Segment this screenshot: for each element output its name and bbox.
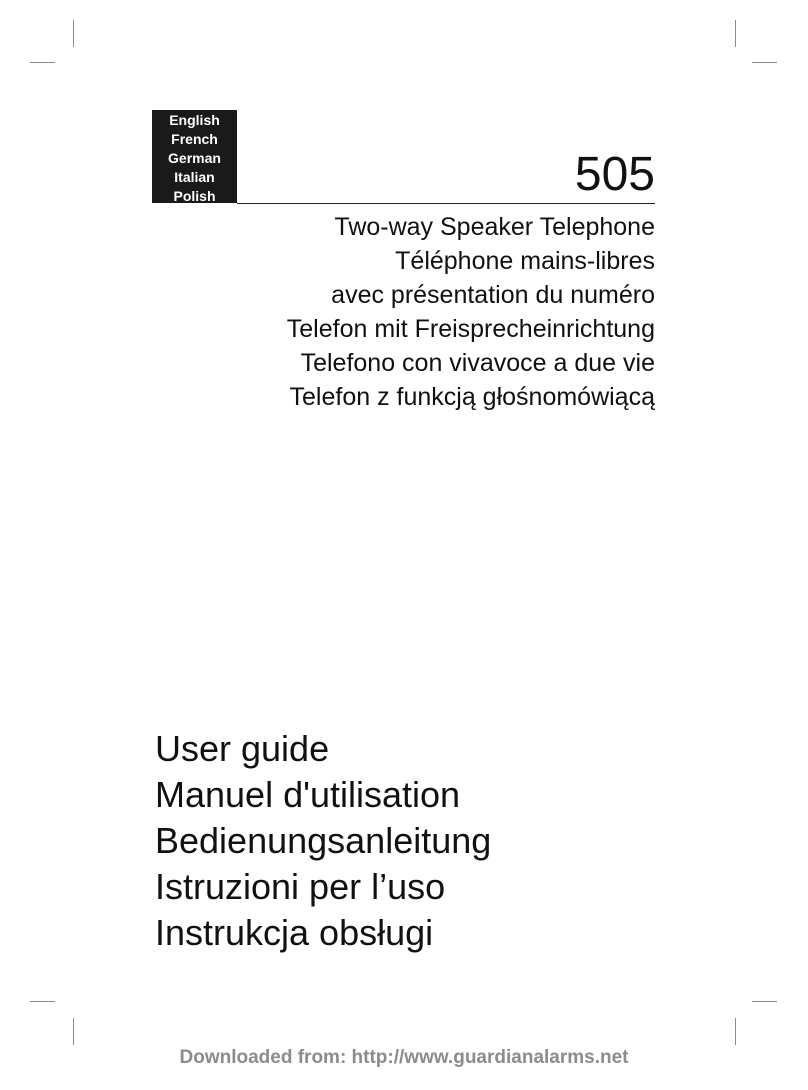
download-source-footer: Downloaded from: http://www.guardianalarms.net — [179, 1047, 629, 1068]
crop-mark — [73, 1018, 74, 1045]
crop-mark — [735, 1018, 736, 1045]
guide-titles — [155, 726, 491, 956]
language-english: English — [169, 112, 220, 128]
product-title-line: Two-way Speaker Telephone — [334, 213, 655, 241]
product-title-line: Telefon mit Freisprecheinrichtung — [286, 315, 655, 343]
title-divider — [237, 203, 655, 204]
language-italian: Italian — [174, 169, 215, 185]
guide-title-line: Manuel d'utilisation — [155, 774, 461, 815]
guide-title-line: Istruzioni per l’uso — [155, 866, 446, 907]
crop-mark — [30, 62, 55, 63]
language-french: French — [171, 131, 218, 147]
crop-mark — [752, 62, 777, 63]
guide-title-line: Bedienungsanleitung — [155, 820, 492, 861]
product-title-line: avec présentation du numéro — [331, 281, 655, 309]
crop-mark — [752, 1001, 777, 1002]
product-title-line: Telefono con vivavoce a due vie — [300, 349, 655, 377]
guide-title-line: Instrukcja obsługi — [155, 912, 434, 953]
crop-mark — [735, 20, 736, 47]
language-german: German — [168, 150, 221, 166]
language-list — [152, 110, 237, 203]
product-title-line: Téléphone mains-libres — [395, 247, 655, 275]
product-title-line: Telefon z funkcją głośnomówiącą — [289, 383, 655, 411]
crop-mark — [73, 20, 74, 47]
guide-title-line: User guide — [155, 728, 330, 769]
crop-mark — [30, 1001, 55, 1002]
language-polish: Polish — [173, 188, 216, 204]
model-number: 505 — [574, 148, 655, 201]
product-titles — [287, 210, 655, 414]
